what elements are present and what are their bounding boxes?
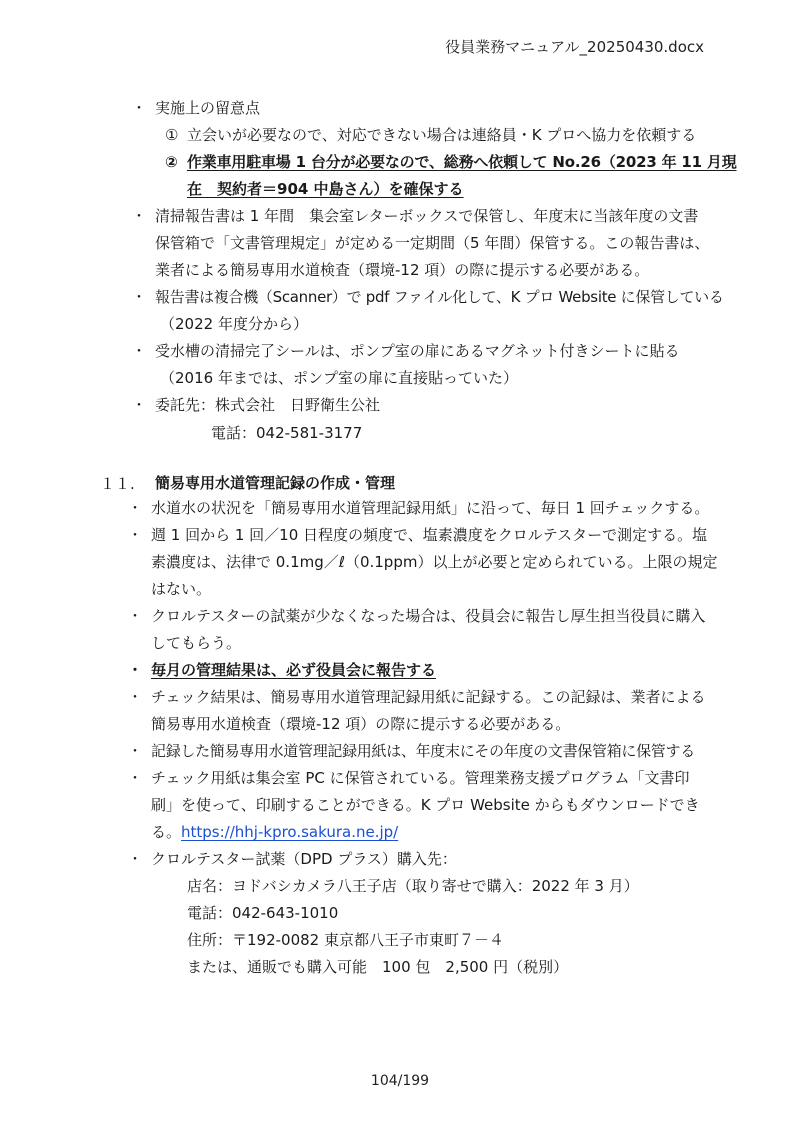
scan-text-line2: （2022 年度分から） [160,315,308,333]
bullet: ・ [128,663,142,679]
bullet: ・ [132,209,146,225]
chlorine-text-line1: 週 1 回から 1 回／10 日程度の頻度で、塩素濃度をクロルテスターで測定する。塩 [151,526,708,544]
note-1-marker: ① [165,126,179,144]
report-text-line2: 保管箱で「文書管理規定」が定める一定期間（5 年間）保管する。この報告書は、 [155,234,710,252]
record-text-line2: 簡易専用水道検査（環境-12 項）の際に提示する必要がある。 [151,715,571,733]
mail-order-text: または、通販でも購入可能 100 包 2,500 円（税別） [187,958,569,976]
reagent-text-line1: クロルテスターの試薬が少なくなった場合は、役員会に報告し厚生担当役員に購入 [151,607,706,625]
bullet: ・ [128,528,142,544]
shop-address: 住所：〒192-0082 東京都八王子市東町７－４ [187,931,504,949]
checksheet-text-line2: 刷」を使って、印刷することができる。K プロ Website からもダウンロードでき [151,796,700,814]
bullet: ・ [128,690,142,706]
bullet: ・ [132,290,146,306]
check-daily-text: 水道水の状況を「簡易専用水道管理記録用紙」に沿って、毎日 1 回チェックする。 [151,499,710,517]
section-title: 簡易専用水道管理記録の作成・管理 [155,474,396,492]
scan-text-line1: 報告書は複合機（Scanner）で pdf ファイル化して、K プロ Website に保管している [155,288,724,306]
bullet: ・ [132,398,146,414]
note-1-text: 立会いが必要なので、対応できない場合は連絡員・K プロへ協力を依頼する [187,126,697,144]
checksheet-text-line1: チェック用紙は集会室 PC に保管されている。管理業務支援プログラム「文書印 [151,769,690,787]
bullet: ・ [128,852,142,868]
report-text-line1: 清掃報告書は 1 年間 集会室レターボックスで保管し、年度末に当該年度の文書 [155,207,699,225]
note-2-text-line1: 作業車用駐車場 1 台分が必要なので、総務へ依頼して No.26（2023 年 11 月現 [187,153,737,171]
bullet: ・ [128,771,142,787]
bullet: ・ [128,744,142,760]
website-link[interactable]: https://hhj-kpro.sakura.ne.jp/ [181,823,399,841]
contractor-phone: 電話：042-581-3177 [211,424,363,442]
bullet: ・ [132,344,146,360]
seal-text-line1: 受水槽の清掃完了シールは、ポンプ室の扉にあるマグネット付きシートに貼る [155,342,680,360]
notes-title: 実施上の留意点 [155,99,261,117]
note-2-text-line2: 在 契約者＝904 中島さん）を確保する [187,180,464,198]
storage-text: 記録した簡易専用水道管理記録用紙は、年度末にその年度の文書保管箱に保管する [151,742,695,760]
chlorine-text-line2: 素濃度は、法律で 0.1mg／ℓ（0.1ppm）以上が必要と定められている。上限の規定 [151,553,718,571]
contractor-text: 委託先：株式会社 日野衛生公社 [155,396,381,414]
monthly-report-text: 毎月の管理結果は、必ず役員会に報告する [151,661,437,679]
report-text-line3: 業者による簡易専用水道検査（環境-12 項）の際に提示する必要がある。 [155,261,650,279]
note-2-marker: ② [165,153,178,171]
shop-phone: 電話：042-643-1010 [187,904,339,922]
purchase-heading: クロルテスター試薬（DPD プラス）購入先： [151,850,457,868]
bullet: ・ [128,609,142,625]
shop-name: 店名：ヨドバシカメラ八王子店（取り寄せで購入：2022 年 3 月） [187,877,639,895]
document-filename: 役員業務マニュアル_20250430.docx [445,38,704,56]
seal-text-line2: （2016 年までは、ポンプ室の扉に直接貼っていた） [160,369,518,387]
bullet: ・ [132,101,146,117]
reagent-text-line2: してもらう。 [151,634,242,652]
bullet: ・ [128,501,142,517]
page-number: 104/199 [370,1073,430,1089]
checksheet-text-prefix: る。 [151,823,182,841]
record-text-line1: チェック結果は、簡易専用水道管理記録用紙に記録する。この記録は、業者による [151,688,706,706]
section-number: １１. [100,475,135,493]
checksheet-text-line3 [151,822,398,842]
chlorine-text-line3: はない。 [151,580,212,598]
